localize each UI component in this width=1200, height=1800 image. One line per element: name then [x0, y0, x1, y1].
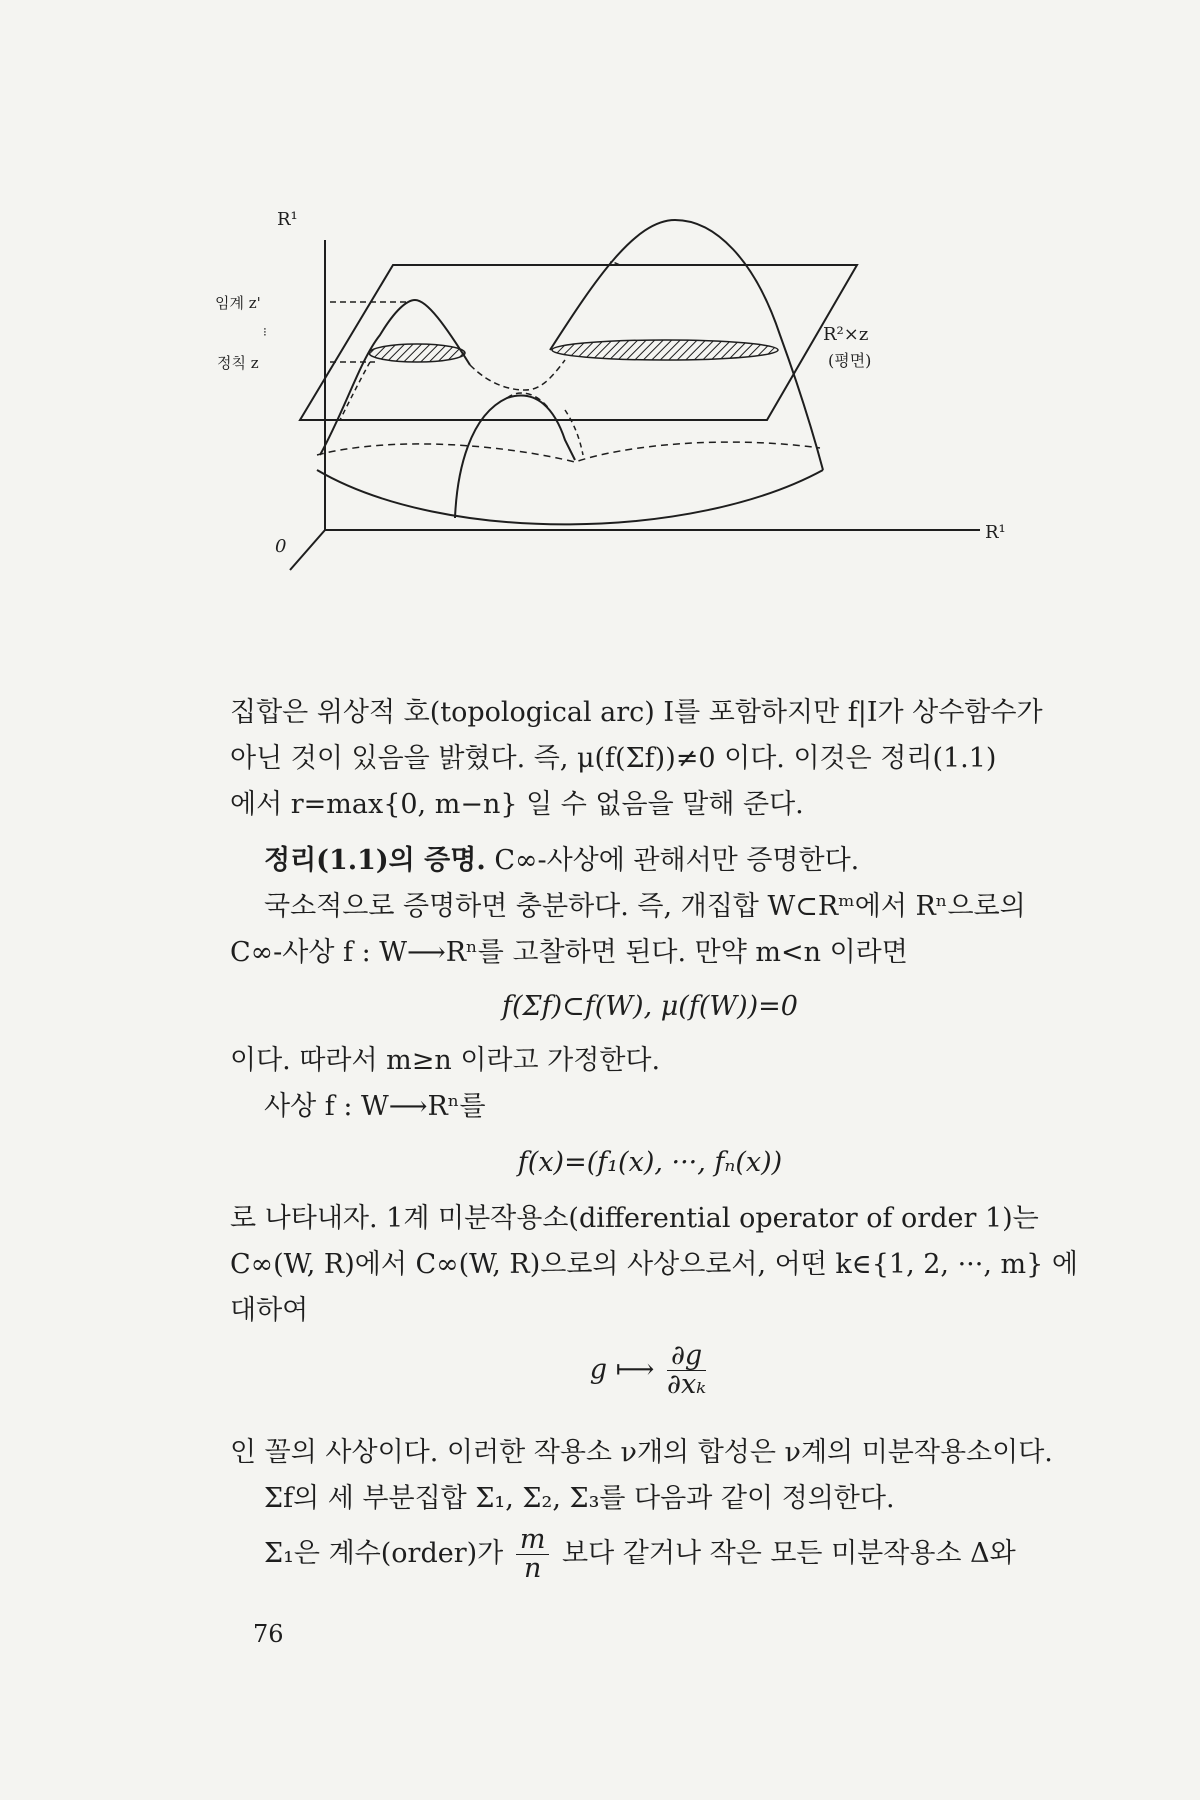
left-hidden-dashed	[340, 362, 370, 420]
p6-denominator: n	[523, 1553, 542, 1584]
text-line: 인 꼴의 사상이다. 이러한 작용소 ν개의 합성은 ν계의 미분작용소이다.	[230, 1437, 1053, 1468]
text-line: C∞(W, R)에서 C∞(W, R)으로의 사상으로서, 어떤 k∈{1, 2, ···, m} 에	[230, 1249, 1078, 1280]
plane-label: R²×z	[823, 324, 869, 345]
critical-mid-label: ⁝	[263, 325, 267, 339]
left-peak-curve	[320, 300, 470, 455]
saddle-dashed-curve	[470, 360, 565, 390]
equation-3	[230, 1342, 1070, 1422]
text-line: 에서 r=max{0, m−n} 일 수 없음을 말해 준다.	[230, 789, 804, 820]
text-line: 이다. 따라서 m≥n 이라고 가정한다.	[230, 1045, 661, 1076]
inner-arch-curve	[455, 396, 575, 518]
text-line: 국소적으로 증명하면 충분하다. 즉, 개집합 W⊂Rᵐ에서 Rⁿ으로의	[264, 891, 1026, 922]
proof-line	[230, 838, 1070, 884]
p6-fraction	[516, 1526, 550, 1583]
p6-before: Σ₁은 계수(order)가	[264, 1538, 504, 1569]
surface-figure	[215, 209, 1035, 660]
equation-3-fraction	[667, 1342, 706, 1399]
regular-level-label: 정칙 z	[217, 354, 259, 372]
text-line-fraction	[230, 1522, 1070, 1586]
surface-diagram	[215, 209, 1035, 660]
right-hidden-dashed	[565, 410, 583, 455]
y-axis-label: R¹	[277, 209, 298, 230]
text-line: Σf의 세 부분집합 Σ₁, Σ₂, Σ₃를 다음과 같이 정의한다.	[264, 1483, 895, 1514]
x-axis-label: R¹	[985, 522, 1006, 543]
equation-3-denominator: ∂xₖ	[667, 1369, 707, 1400]
hatched-section-left	[369, 344, 465, 362]
text-line: 아닌 것이 있음을 밝혔다. 즉, μ(f(Σf))≠0 이다. 이것은 정리(1.1)	[230, 743, 997, 774]
proof-heading: 정리(1.1)의 증명.	[264, 845, 486, 876]
plane-r2xz	[300, 265, 857, 420]
p6-numerator: m	[516, 1526, 550, 1555]
p6-after: 보다 같거나 작은 모든 미분작용소 Δ와	[562, 1538, 1016, 1569]
text-line: C∞-사상 f : W⟶Rⁿ를 고찰하면 된다. 만약 m<n 이라면	[230, 937, 908, 968]
text-line: 대하여	[230, 1295, 309, 1326]
proof-intro: C∞-사상에 관해서만 증명한다.	[494, 845, 860, 876]
text-line: 사상 f : W⟶Rⁿ를	[264, 1091, 486, 1122]
equation-3-numerator: ∂g	[667, 1342, 706, 1371]
critical-level-label: 임계 z'	[215, 294, 261, 312]
origin-label: 0	[275, 536, 287, 557]
text-line: 로 나타내자. 1계 미분작용소(differential operator of order 1)는	[230, 1203, 1039, 1234]
bottom-arc-curve	[317, 470, 823, 524]
hatched-section-right	[552, 340, 778, 360]
main-text	[230, 690, 1078, 1586]
equation-1: f(Σf)⊂f(W), μ(f(W))=0	[502, 991, 798, 1022]
text-line: 집합은 위상적 호(topological arc) I를 포함하지만 f|I가 상수함수가	[230, 697, 1043, 728]
plane-note-label: (평면)	[828, 351, 872, 370]
depth-axis-line	[290, 530, 325, 570]
equation-2: f(x)=(f₁(x), ···, fₙ(x))	[517, 1147, 783, 1178]
page-number: 76	[253, 1620, 284, 1648]
equation-3-left: g ⟼	[589, 1354, 655, 1385]
